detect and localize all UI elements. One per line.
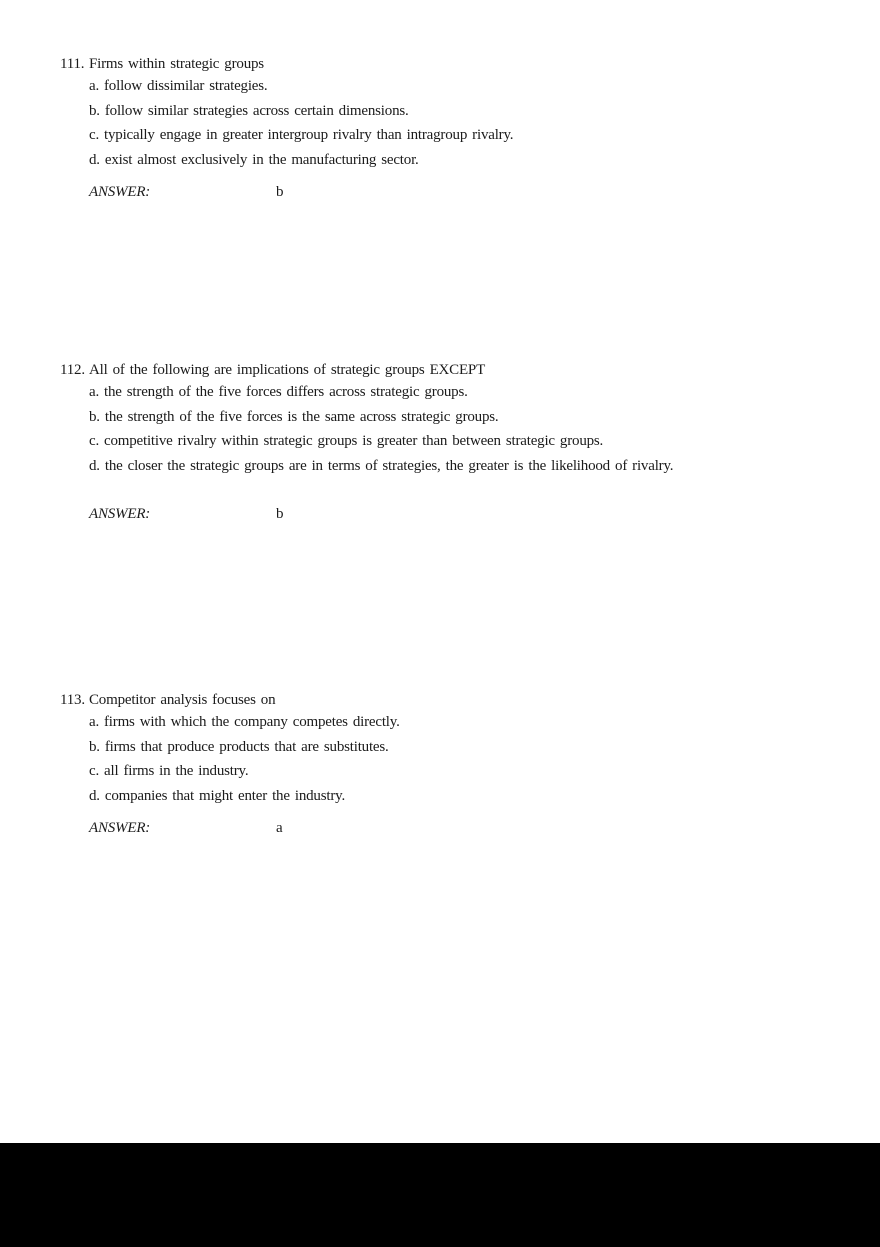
option-text: exist almost exclusively in the manufacturing sector. <box>104 151 419 168</box>
option-text: the strength of the five forces differs across strategic groups. <box>104 384 468 400</box>
option-a <box>89 380 880 405</box>
question-text: Competitor analysis focuses on <box>89 692 276 708</box>
option-text: follow similar strategies across certain dimensions. <box>104 102 409 119</box>
question-text: Firms within strategic groups <box>89 56 264 72</box>
option-d <box>89 784 880 809</box>
option-text: firms with which the company competes directly. <box>104 714 400 730</box>
option-text: follow dissimilar strategies. <box>104 78 268 94</box>
option-letter: d. <box>89 151 100 168</box>
answer-line <box>89 818 880 838</box>
option-letter: c. <box>89 433 100 449</box>
answer-line <box>89 504 880 524</box>
option-text: the closer the strategic groups are in terms of strategies, the greater is the likelihood of rivalry. <box>104 457 674 474</box>
option-d <box>89 148 880 173</box>
option-letter: c. <box>89 763 100 779</box>
option-d <box>89 454 880 479</box>
option-c <box>89 429 880 454</box>
answer-label: ANSWER: <box>89 506 151 522</box>
option-letter: d. <box>89 787 100 804</box>
page-footer-band <box>0 1143 880 1247</box>
question-title <box>0 690 880 710</box>
option-b <box>89 405 880 430</box>
option-text: companies that might enter the industry. <box>104 787 345 804</box>
answer-value: b <box>276 506 284 522</box>
question-block-112 <box>0 360 880 524</box>
answer-label: ANSWER: <box>89 184 151 200</box>
option-a <box>89 74 880 99</box>
answer-value: b <box>276 184 284 200</box>
question-number: 112. <box>60 362 85 378</box>
option-c <box>89 759 880 784</box>
option-text: typically engage in greater intergroup rivalry than intragroup rivalry. <box>104 127 514 143</box>
option-letter: a. <box>89 714 100 730</box>
answer-value: a <box>276 820 283 836</box>
option-b <box>89 735 880 760</box>
option-letter: b. <box>89 102 100 119</box>
answer-line <box>89 182 880 202</box>
option-text: all firms in the industry. <box>104 763 249 779</box>
question-title <box>0 54 880 74</box>
question-block-111 <box>0 54 880 202</box>
question-text: All of the following are implications of strategic groups EXCEPT <box>89 362 486 378</box>
option-a <box>89 710 880 735</box>
option-letter: c. <box>89 127 100 143</box>
question-number: 113. <box>60 692 85 708</box>
option-letter: b. <box>89 408 100 425</box>
option-letter: a. <box>89 78 100 94</box>
answer-label: ANSWER: <box>89 820 151 836</box>
question-number: 111. <box>60 56 85 72</box>
option-letter: d. <box>89 457 100 474</box>
option-b <box>89 99 880 124</box>
question-block-113 <box>0 690 880 838</box>
option-letter: b. <box>89 738 100 755</box>
option-letter: a. <box>89 384 100 400</box>
option-c <box>89 123 880 148</box>
option-text: firms that produce products that are substitutes. <box>104 738 389 755</box>
option-text: the strength of the five forces is the same across strategic groups. <box>104 408 499 425</box>
option-text: competitive rivalry within strategic groups is greater than between strategic groups. <box>104 433 604 449</box>
question-title <box>0 360 880 380</box>
